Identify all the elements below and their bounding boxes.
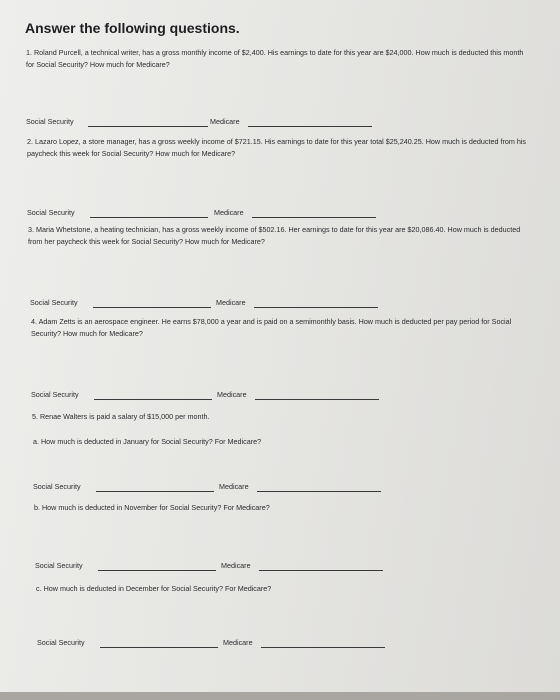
social-security-label: Social Security [33, 482, 81, 491]
social-security-answer-line[interactable] [90, 217, 208, 218]
social-security-label: Social Security [31, 390, 79, 399]
medicare-label: Medicare [219, 482, 249, 491]
medicare-answer-line[interactable] [255, 399, 379, 400]
answer-row-5c [37, 638, 397, 650]
medicare-label: Medicare [214, 208, 244, 217]
social-security-label: Social Security [35, 561, 83, 570]
page-bottom-edge [0, 692, 560, 700]
medicare-answer-line[interactable] [254, 307, 378, 308]
medicare-label: Medicare [210, 117, 240, 126]
question-4: 4. Adam Zetts is an aerospace engineer. He earns $78,000 a year and is paid on a semimonthly basis. How much is deducted per pay period for Social Security? How much for Medicare? [31, 317, 512, 338]
social-security-answer-line[interactable] [100, 647, 218, 648]
page-title: Answer the following questions. [25, 20, 240, 36]
social-security-label: Social Security [30, 298, 78, 307]
answer-row-5a [33, 482, 393, 494]
answer-row-1 [26, 117, 386, 129]
question-5b: b. How much is deducted in November for Social Security? For Medicare? [34, 503, 270, 512]
answer-row-5b [35, 561, 395, 573]
medicare-label: Medicare [217, 390, 247, 399]
question-2: 2. Lazaro Lopez, a store manager, has a gross weekly income of $721.15. His earnings to date for this year total $25,240.25. How much is deducted from his paycheck this week for Social Security? How much for Medicare? [27, 137, 527, 158]
medicare-answer-line[interactable] [248, 126, 372, 127]
social-security-answer-line[interactable] [94, 399, 212, 400]
medicare-label: Medicare [223, 638, 253, 647]
social-security-answer-line[interactable] [93, 307, 211, 308]
social-security-answer-line[interactable] [98, 570, 216, 571]
social-security-answer-line[interactable] [96, 491, 214, 492]
social-security-label: Social Security [27, 208, 75, 217]
medicare-label: Medicare [221, 561, 251, 570]
answer-row-2 [27, 208, 387, 220]
answer-row-4 [31, 390, 391, 402]
medicare-answer-line[interactable] [252, 217, 376, 218]
social-security-label: Social Security [37, 638, 85, 647]
medicare-answer-line[interactable] [259, 570, 383, 571]
question-5: 5. Renae Walters is paid a salary of $15,000 per month. [32, 412, 210, 421]
question-5c: c. How much is deducted in December for Social Security? For Medicare? [36, 584, 272, 593]
answer-row-3 [30, 298, 390, 310]
social-security-label: Social Security [26, 117, 74, 126]
social-security-answer-line[interactable] [88, 126, 208, 127]
question-5a: a. How much is deducted in January for Social Security? For Medicare? [33, 437, 262, 446]
medicare-answer-line[interactable] [261, 647, 385, 648]
question-3: 3. Maria Whetstone, a heating technician, has a gross weekly income of $502.16. Her earnings to date for this year are $20,086.40. How much is deducted from her paycheck this week for Social Security? How much for Medicare? [28, 225, 521, 246]
medicare-label: Medicare [216, 298, 246, 307]
question-1: 1. Roland Purcell, a technical writer, has a gross monthly income of $2,400. His earnings to date for this year are $24,000. How much is deducted this month for Social Security? How much for Medicare? [26, 48, 524, 69]
medicare-answer-line[interactable] [257, 491, 381, 492]
